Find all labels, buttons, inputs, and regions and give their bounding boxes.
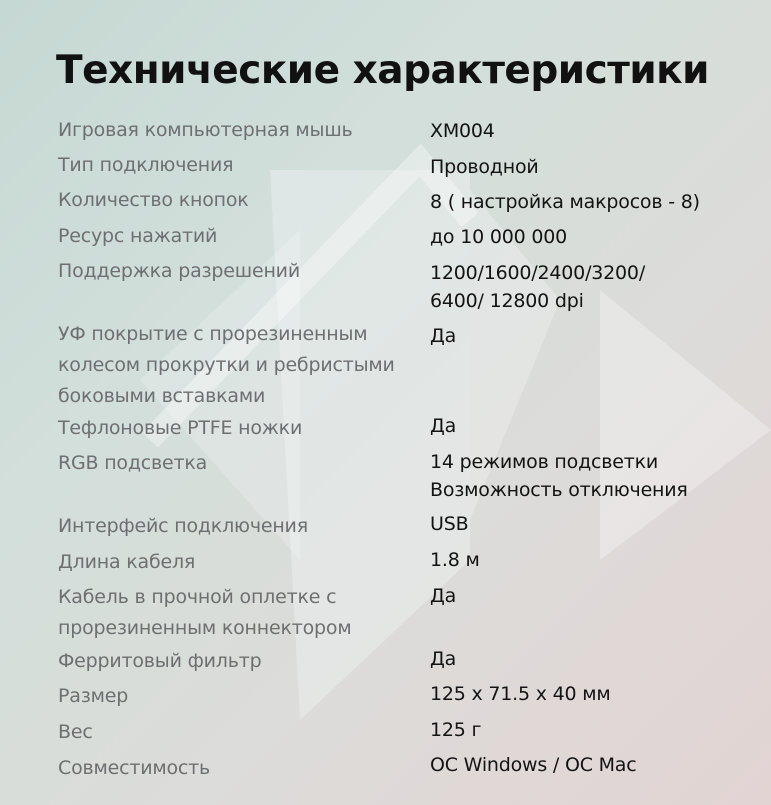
spec-value-size: 125 х 71.5 х 40 мм	[430, 683, 611, 705]
spec-value-button-count: 8 ( настройка макросов - 8)	[430, 191, 700, 213]
spec-value-uv-coating: Да	[430, 325, 457, 347]
spec-label-weight: Вес	[58, 721, 93, 743]
page-title: Технические характеристики	[56, 48, 709, 93]
spec-label-ptfe-feet: Тефлоновые PTFE ножки	[58, 417, 303, 439]
spec-label-mouse-model: Игровая компьютерная мышь	[58, 119, 353, 141]
spec-label-cable-length: Длина кабеля	[58, 551, 196, 573]
spec-value-weight: 125 г	[430, 719, 482, 741]
spec-label-dpi-support: Поддержка разрешений	[58, 260, 300, 282]
spec-label-size: Размер	[58, 685, 129, 707]
spec-value-click-lifetime: до 10 000 000	[430, 226, 567, 248]
spec-label-braided-cable: Кабель в прочной оплетке с прорезиненным коннектором	[58, 586, 352, 639]
spec-value-connection-type: Проводной	[430, 156, 539, 178]
spec-value-interface: USB	[430, 513, 469, 535]
spec-value-mouse-model: XM004	[430, 120, 495, 142]
spec-value-ferrite-filter: Да	[430, 648, 457, 670]
spec-value-rgb-lighting: 14 режимов подсветки Возможность отключения	[430, 451, 688, 501]
spec-label-ferrite-filter: Ферритовый фильтр	[58, 650, 262, 672]
spec-label-click-lifetime: Ресурс нажатий	[58, 225, 218, 247]
spec-label-interface: Интерфейс подключения	[58, 515, 308, 537]
spec-value-dpi-support: 1200/1600/2400/3200/ 6400/ 12800 dpi	[430, 262, 646, 312]
spec-label-connection-type: Тип подключения	[58, 154, 234, 176]
spec-label-button-count: Количество кнопок	[58, 189, 249, 211]
spec-label-compatibility: Совместимость	[58, 757, 211, 779]
spec-value-cable-length: 1.8 м	[430, 549, 480, 571]
spec-value-compatibility: ОС Windows / ОС Mac	[430, 754, 637, 776]
spec-label-rgb-lighting: RGB подсветка	[58, 452, 208, 474]
spec-label-uv-coating: УФ покрытие с прорезиненным колесом прокрутки и ребристыми боковыми вставками	[58, 323, 395, 407]
spec-value-ptfe-feet: Да	[430, 415, 457, 437]
spec-value-braided-cable: Да	[430, 585, 457, 607]
